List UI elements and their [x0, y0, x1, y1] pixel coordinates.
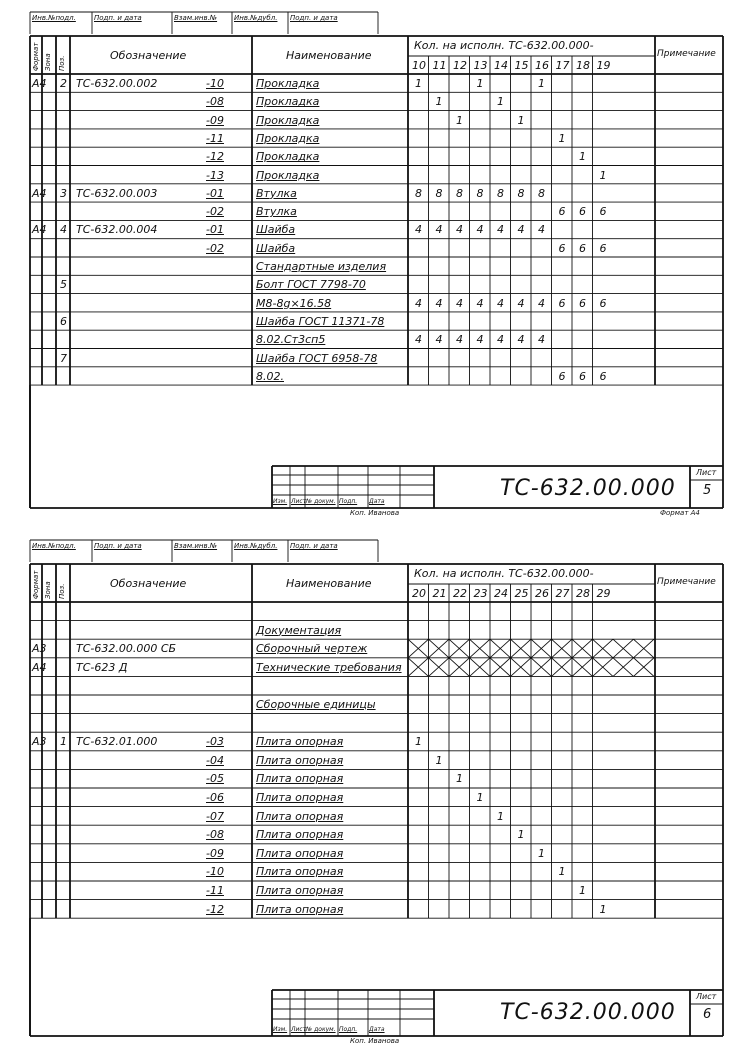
suffix-cell: -01 [206, 186, 224, 200]
qty-cell: 4 [435, 333, 443, 347]
name-cell: Стандартные изделия [256, 260, 387, 273]
qty-cell: 1 [579, 884, 586, 897]
qty-cell: 8 [456, 186, 463, 200]
format-cell: А4 [32, 77, 47, 90]
designation-cell: ТС-632.01.000 [76, 735, 158, 749]
qty-cell: 1 [517, 113, 525, 127]
qty-header: Кол. на исполн. ТС-632.00.000- [414, 39, 594, 52]
qty-cell: 6 [579, 369, 586, 383]
qty-cell: 8 [538, 186, 545, 200]
qty-cell: 1 [456, 772, 463, 786]
exec-number: 25 [514, 587, 529, 600]
exec-number: 10 [412, 59, 426, 72]
suffix-cell: -01 [206, 223, 224, 237]
qty-cell: 1 [435, 753, 443, 767]
sheet-grid [0, 528, 743, 1048]
pos-cell: 4 [60, 223, 67, 237]
qty-cell: 4 [497, 223, 504, 237]
exec-number: 21 [432, 587, 447, 600]
pos-cell: 7 [60, 351, 67, 365]
qty-cell: 6 [599, 296, 607, 310]
title-block-label: Изм. [273, 1026, 288, 1033]
exec-number: 26 [535, 587, 549, 600]
stamp-label: Взам.инв.№ [174, 14, 218, 22]
qty-cell: 6 [558, 369, 566, 383]
qty-cell: 1 [599, 168, 607, 182]
name-cell: Втулка [256, 205, 297, 219]
qty-cell: 4 [476, 333, 484, 347]
qty-cell: 8 [476, 186, 484, 200]
qty-cell: 1 [558, 131, 566, 145]
name-cell: Шайба [256, 241, 296, 255]
name-cell: 8.02. [256, 369, 284, 383]
qty-cell: 6 [579, 205, 586, 219]
title-block-label: Дата [369, 498, 385, 505]
exec-number: 27 [555, 587, 570, 600]
title-block-label: Подп. [339, 1026, 358, 1033]
stamp-label: Подп. и дата [94, 542, 142, 550]
name-cell: Плита опорная [256, 846, 344, 860]
title-block-label: Подп. [339, 498, 358, 505]
qty-cell: 4 [517, 296, 525, 310]
suffix-cell: -08 [206, 828, 224, 842]
exec-number: 17 [555, 59, 570, 72]
exec-number: 13 [473, 59, 488, 72]
qty-cell: 1 [558, 865, 566, 879]
stamp-label: Инв.№подл. [32, 14, 76, 22]
zone-header: Зона [44, 581, 52, 599]
exec-number: 11 [432, 59, 447, 72]
sheet-number: 5 [703, 483, 712, 498]
document-number: ТС-632.00.000 [500, 1000, 676, 1025]
format-header: Формат [32, 42, 40, 71]
name-cell: Прокладка [256, 150, 320, 164]
qty-cell: 6 [558, 296, 566, 310]
stamp-label: Инв.№дубл. [234, 14, 278, 22]
name-header: Наименование [286, 49, 372, 62]
exec-number: 23 [473, 587, 488, 600]
exec-number: 22 [453, 587, 467, 600]
suffix-cell: -03 [206, 735, 224, 749]
exec-number: 12 [453, 59, 467, 72]
suffix-cell: -12 [206, 150, 224, 164]
qty-cell: 6 [558, 241, 566, 255]
suffix-cell: -10 [206, 865, 224, 879]
name-cell: Плита опорная [256, 791, 344, 804]
qty-cell: 6 [558, 205, 566, 219]
qty-cell: 1 [538, 846, 545, 860]
name-cell: Прокладка [256, 168, 320, 182]
format-cell: А4 [32, 660, 47, 674]
exec-number: 18 [576, 59, 590, 72]
suffix-cell: -07 [206, 809, 224, 823]
name-cell: Плита опорная [256, 902, 344, 916]
name-cell: Прокладка [256, 113, 320, 127]
suffix-cell: -12 [206, 902, 224, 916]
suffix-cell: -06 [206, 791, 224, 804]
stamp-label: Инв.№подл. [32, 542, 76, 550]
name-cell: Плита опорная [256, 735, 344, 749]
exec-number: 14 [494, 59, 508, 72]
name-cell: Плита опорная [256, 828, 344, 842]
name-cell: Плита опорная [256, 753, 344, 767]
name-cell: Прокладка [256, 77, 320, 90]
designation-cell: ТС-632.00.003 [76, 186, 158, 200]
title-block-label: № докум. [306, 498, 336, 505]
pos-header: Поз. [58, 55, 66, 71]
name-cell: Шайба ГОСТ 11371-78 [256, 314, 385, 328]
qty-cell: 1 [456, 113, 463, 127]
suffix-cell: -10 [206, 77, 224, 90]
suffix-cell: -13 [206, 168, 224, 182]
qty-cell: 4 [476, 223, 484, 237]
title-block-label: Изм. [273, 498, 288, 505]
pos-cell: 2 [60, 77, 67, 90]
exec-number: 24 [494, 587, 508, 600]
suffix-cell: -02 [206, 205, 224, 219]
designation-cell: ТС-623 Д [76, 660, 128, 674]
qty-cell: 1 [415, 77, 422, 90]
qty-cell: 4 [476, 296, 484, 310]
name-cell: Шайба [256, 223, 296, 237]
qty-cell: 4 [456, 223, 463, 237]
suffix-cell: -02 [206, 241, 224, 255]
copied-by: Коп. Иванова [350, 1037, 400, 1045]
qty-cell: 1 [415, 735, 422, 749]
suffix-cell: -09 [206, 113, 224, 127]
name-cell: Болт ГОСТ 7798-70 [256, 278, 366, 292]
name-cell: Прокладка [256, 131, 320, 145]
stamp-label: Инв.№дубл. [234, 542, 278, 550]
title-block-label: Лист [291, 1026, 307, 1033]
name-cell: Плита опорная [256, 884, 344, 897]
qty-cell: 6 [579, 296, 586, 310]
spec-sheet-5 [0, 0, 743, 520]
spec-sheet-6 [0, 528, 743, 1048]
name-cell: Плита опорная [256, 865, 344, 879]
format-cell: А3 [32, 735, 47, 749]
zone-header: Зона [44, 53, 52, 71]
qty-cell: 6 [599, 205, 607, 219]
qty-cell: 6 [599, 369, 607, 383]
format-cell: А4 [32, 223, 47, 237]
document-number: ТС-632.00.000 [500, 476, 676, 501]
stamp-label: Подп. и дата [290, 14, 338, 22]
exec-number: 19 [596, 59, 611, 72]
name-cell: Сборочные единицы [256, 698, 376, 711]
suffix-cell: -09 [206, 846, 224, 860]
stamp-label: Подп. и дата [94, 14, 142, 22]
suffix-cell: -05 [206, 772, 224, 786]
qty-header: Кол. на исполн. ТС-632.00.000- [414, 567, 594, 580]
designation-header: Обозначение [110, 49, 187, 62]
qty-cell: 4 [517, 333, 525, 347]
suffix-cell: -04 [206, 753, 224, 767]
exec-number: 29 [596, 587, 611, 600]
designation-cell: ТС-632.00.000 СБ [76, 642, 177, 656]
qty-cell: 1 [476, 77, 484, 90]
qty-cell: 1 [599, 902, 607, 916]
stamp-label: Взам.инв.№ [174, 542, 218, 550]
qty-cell: 8 [415, 186, 422, 200]
pos-cell: 3 [60, 186, 67, 200]
pos-cell: 1 [60, 735, 67, 749]
format-cell: А4 [32, 186, 47, 200]
pos-cell: 5 [60, 278, 67, 292]
name-cell: Плита опорная [256, 772, 344, 786]
note-header: Примечание [657, 49, 716, 59]
name-cell: Прокладка [256, 95, 320, 109]
qty-cell: 8 [435, 186, 443, 200]
pos-cell: 6 [60, 314, 67, 328]
qty-cell: 4 [538, 296, 545, 310]
suffix-cell: -11 [206, 884, 224, 897]
name-cell: Документация [256, 623, 342, 637]
designation-cell: ТС-632.00.002 [76, 77, 158, 90]
name-cell: Технические требования [256, 660, 402, 674]
sheet-label: Лист [696, 992, 717, 1001]
qty-cell: 4 [415, 223, 422, 237]
qty-cell: 4 [415, 333, 422, 347]
qty-cell: 4 [456, 296, 463, 310]
qty-cell: 1 [538, 77, 545, 90]
qty-cell: 4 [538, 333, 545, 347]
name-cell: Сборочный чертеж [256, 642, 368, 656]
qty-cell: 1 [497, 809, 504, 823]
copied-by: Коп. Иванова [350, 509, 400, 517]
qty-cell: 4 [415, 296, 422, 310]
exec-number: 15 [514, 59, 529, 72]
name-cell: Шайба ГОСТ 6958-78 [256, 351, 378, 365]
title-block-label: Дата [369, 1026, 385, 1033]
qty-cell: 1 [517, 828, 525, 842]
qty-cell: 4 [538, 223, 545, 237]
name-cell: 8.02.Ст3сп5 [256, 333, 326, 347]
exec-number: 20 [412, 587, 426, 600]
qty-cell: 4 [435, 223, 443, 237]
name-header: Наименование [286, 577, 372, 590]
qty-cell: 6 [599, 241, 607, 255]
exec-number: 28 [576, 587, 590, 600]
sheet-label: Лист [696, 468, 717, 477]
qty-cell: 4 [435, 296, 443, 310]
sheet-number: 6 [703, 1007, 712, 1022]
suffix-cell: -08 [206, 95, 224, 109]
stamp-label: Подп. и дата [290, 542, 338, 550]
qty-cell: 4 [456, 333, 463, 347]
qty-cell: 1 [497, 95, 504, 109]
designation-cell: ТС-632.00.004 [76, 223, 158, 237]
name-cell: Втулка [256, 186, 297, 200]
qty-cell: 4 [517, 223, 525, 237]
title-block-label: № докум. [306, 1026, 336, 1033]
qty-cell: 1 [476, 791, 484, 804]
suffix-cell: -11 [206, 131, 224, 145]
note-header: Примечание [657, 577, 716, 587]
title-block-label: Лист [291, 498, 307, 505]
qty-cell: 6 [579, 241, 586, 255]
format-label: Формат А4 [660, 509, 700, 517]
qty-cell: 8 [497, 186, 504, 200]
format-cell: А3 [32, 642, 47, 656]
qty-cell: 4 [497, 333, 504, 347]
exec-number: 16 [535, 59, 549, 72]
format-header: Формат [32, 570, 40, 599]
name-cell: Плита опорная [256, 809, 344, 823]
qty-cell: 1 [579, 150, 586, 164]
qty-cell: 8 [517, 186, 525, 200]
qty-cell: 4 [497, 296, 504, 310]
pos-header: Поз. [58, 583, 66, 599]
qty-cell: 1 [435, 95, 443, 109]
name-cell: М8-8g×16.58 [256, 296, 332, 310]
designation-header: Обозначение [110, 577, 187, 590]
